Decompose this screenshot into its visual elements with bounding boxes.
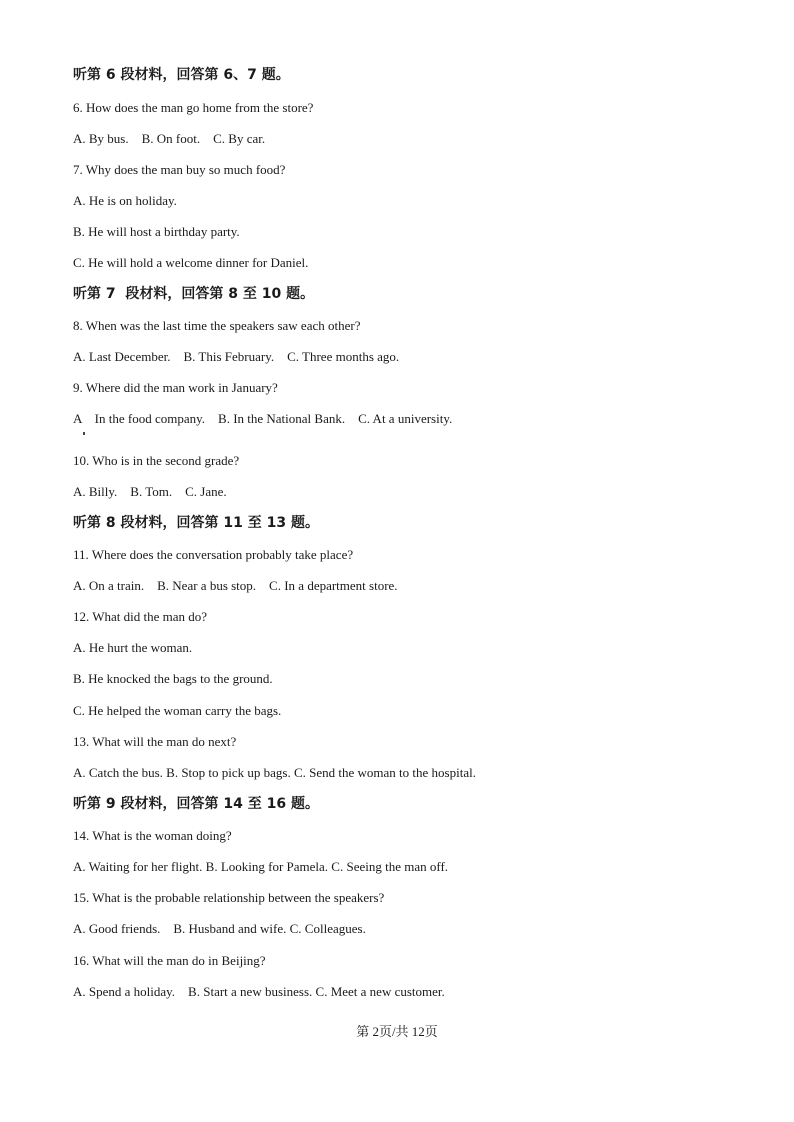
- option-12b: B. He knocked the bags to the ground.: [73, 671, 273, 686]
- question-9: 9. Where did the man work in January?: [73, 380, 278, 395]
- option-12c: C. He helped the woman carry the bags.: [73, 703, 282, 718]
- options-6: A. By bus. B. On foot. C. By car.: [73, 131, 266, 146]
- section-heading-9: 听第 9 段材料，回答第 14 至 16 题。: [73, 796, 319, 812]
- options-11: A. On a train. B. Near a bus stop. C. In a department store.: [73, 578, 398, 593]
- option-7b: B. He will host a birthday party.: [73, 224, 240, 239]
- stray-mark: [83, 432, 85, 435]
- options-16: A. Spend a holiday. B. Start a new business. C. Meet a new customer.: [73, 984, 445, 999]
- question-13: 13. What will the man do next?: [73, 734, 237, 749]
- options-15: A. Good friends. B. Husband and wife. C. Colleagues.: [73, 921, 366, 936]
- question-10: 10. Who is in the second grade?: [73, 453, 240, 468]
- question-7: 7. Why does the man buy so much food?: [73, 162, 286, 177]
- option-7a: A. He is on holiday.: [73, 193, 177, 208]
- question-12: 12. What did the man do?: [73, 609, 208, 624]
- section-heading-7: 听第 7 段材料，回答第 8 至 10 题。: [73, 286, 315, 302]
- options-13: A. Catch the bus. B. Stop to pick up bags. C. Send the woman to the hospital.: [73, 765, 476, 780]
- option-12a: A. He hurt the woman.: [73, 640, 193, 655]
- options-9: A In the food company. B. In the National Bank. C. At a university.: [73, 411, 453, 426]
- page-footer: 第 2页/共 12页: [356, 1024, 438, 1039]
- question-6: 6. How does the man go home from the store?: [73, 100, 314, 115]
- section-heading-8: 听第 8 段材料，回答第 11 至 13 题。: [73, 515, 319, 531]
- options-8: A. Last December. B. This February. C. Three months ago.: [73, 349, 400, 364]
- question-14: 14. What is the woman doing?: [73, 828, 232, 843]
- option-7c: C. He will hold a welcome dinner for Daniel.: [73, 255, 309, 270]
- question-15: 15. What is the probable relationship between the speakers?: [73, 890, 385, 905]
- question-11: 11. Where does the conversation probably take place?: [73, 547, 354, 562]
- question-8: 8. When was the last time the speakers saw each other?: [73, 318, 361, 333]
- options-14: A. Waiting for her flight. B. Looking for Pamela. C. Seeing the man off.: [73, 859, 449, 874]
- section-heading-6: 听第 6 段材料，回答第 6、7 题。: [73, 67, 290, 83]
- options-10: A. Billy. B. Tom. C. Jane.: [73, 484, 227, 499]
- question-16: 16. What will the man do in Beijing?: [73, 953, 266, 968]
